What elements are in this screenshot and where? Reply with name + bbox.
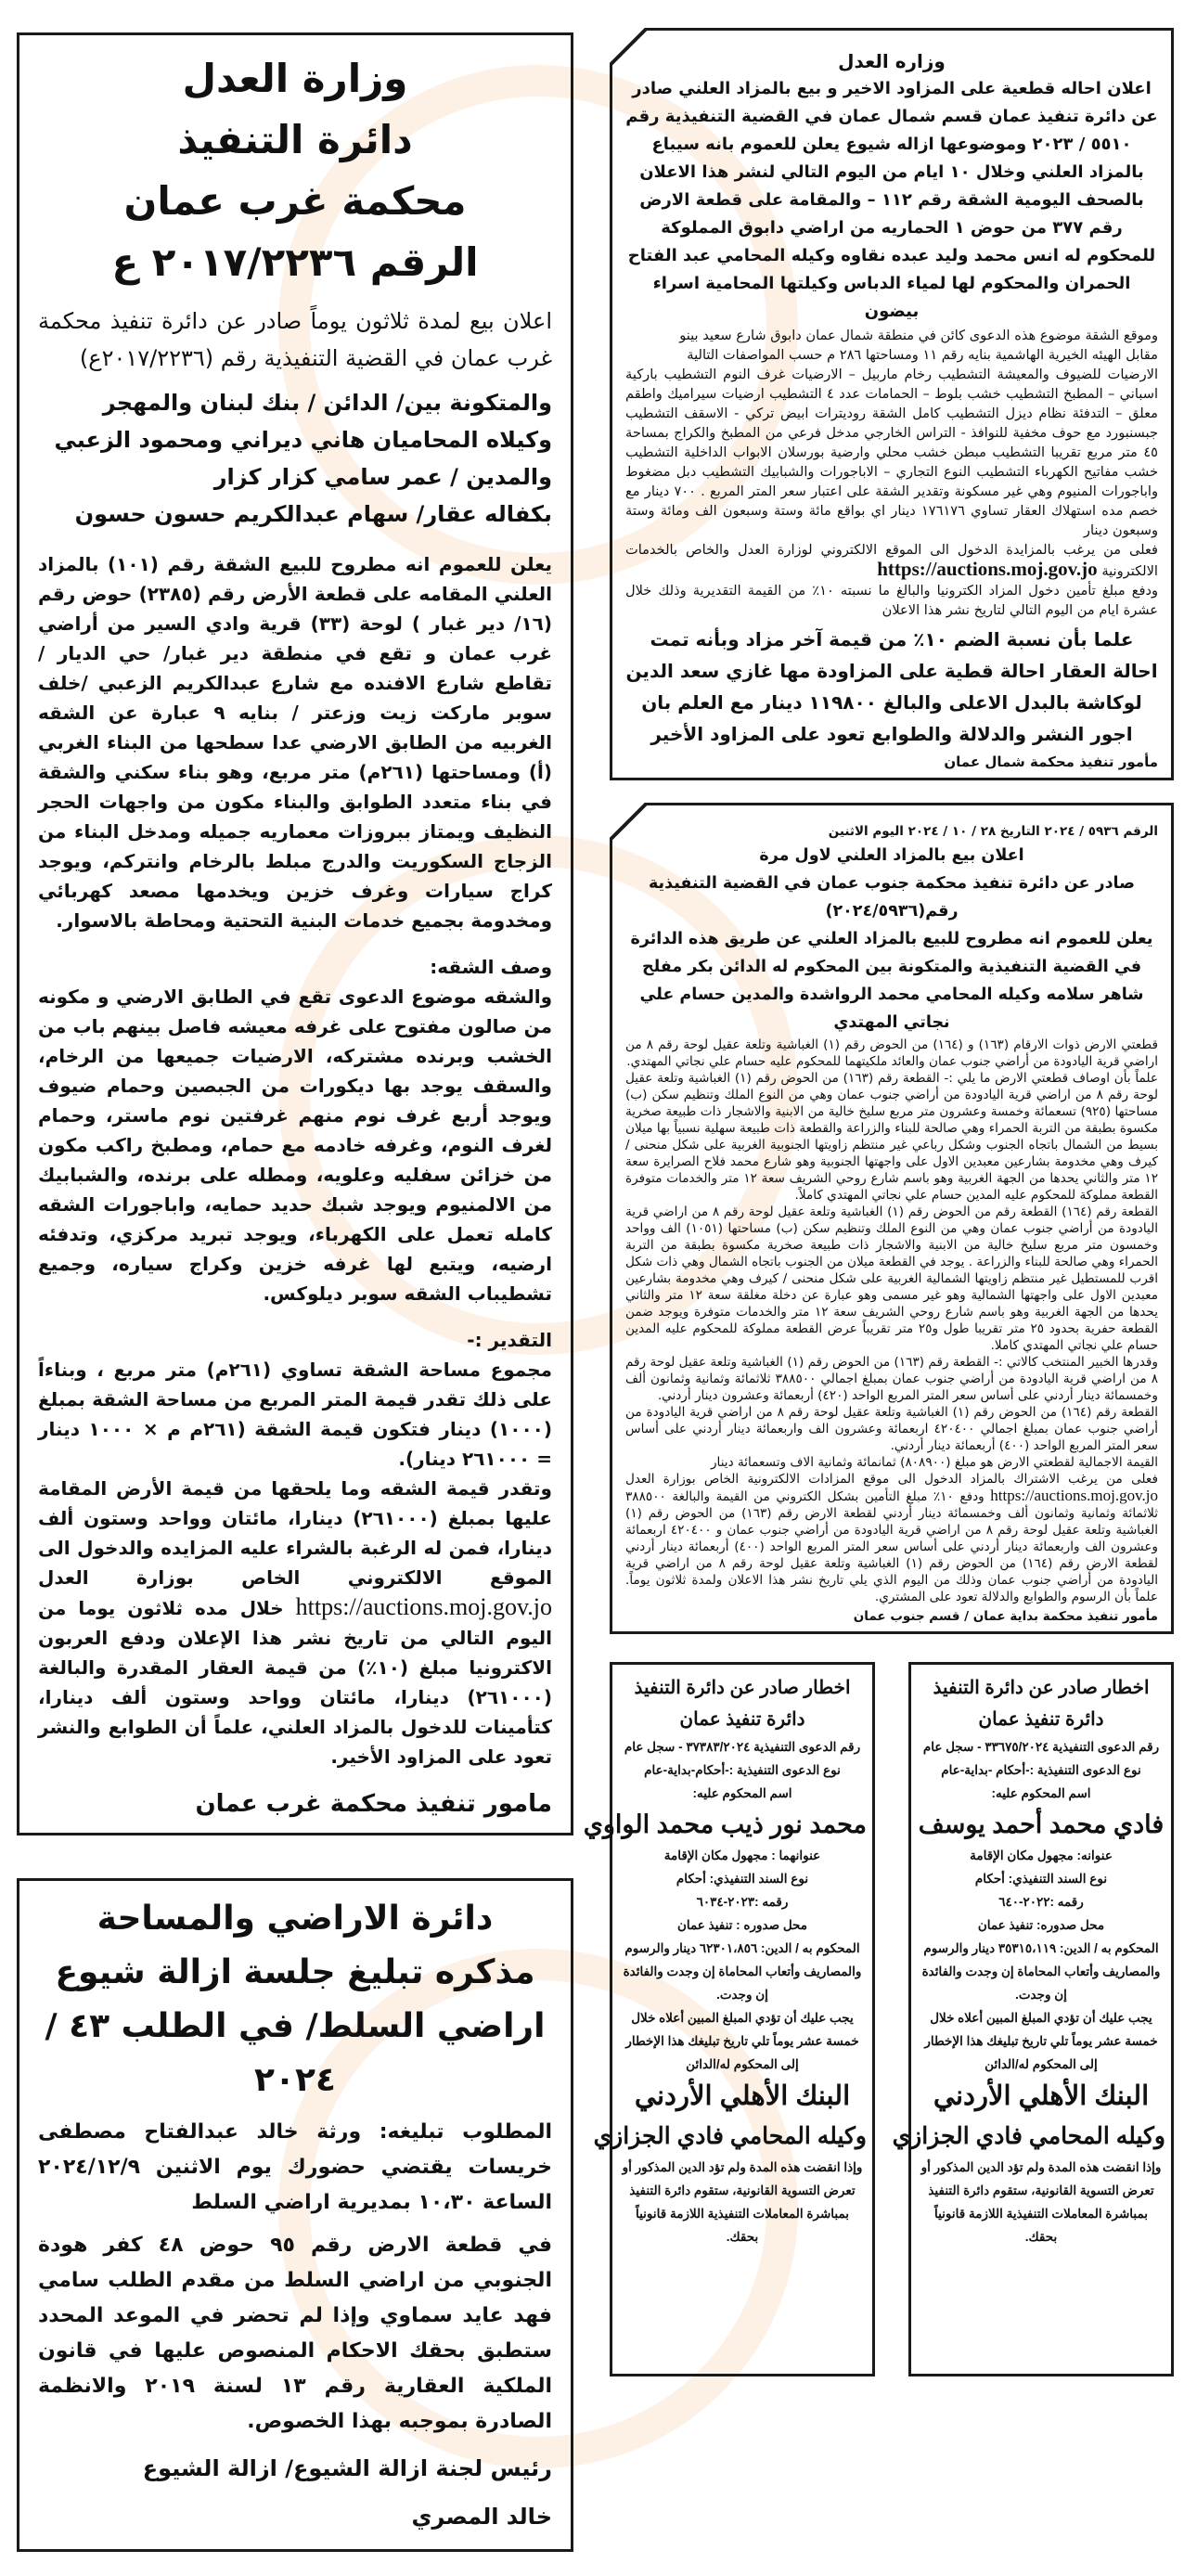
auction-url-link[interactable]: https://auctions.moj.gov.jo (877, 558, 1098, 580)
lawyer-name: وكيله المحامي فادي الجزازي (892, 2123, 1165, 2149)
body-paragraph: وقدرها الخبير المنتخب كالاتي :- القطعة رقم (١٦٣) من الحوض رقم (١) الغباشية وتلعة عقيل لوحة رقم ٨ من اراضي قرية اليادودة من أراضي جنوب عمان بمبلغ اجمالي ٣٨٨٥٠٠ ثلاثمائة وثمانية وثمانون ألف وخمسمائة دينار أردني على أساس سعر المتر المربع الواحد (٤٢٠) أربعمائة وعشرون دينار أردني. (625, 1355, 1158, 1403)
address: عنوانهما : مجهول مكان الإقامة (663, 1848, 821, 1862)
valuation-paragraph (38, 1474, 552, 1771)
valuation-paragraph: مجموع مساحة الشقة تساوي (٢٦١م) متر مربع ، وبناءاً على ذلك تقدر قيمة المتر المربع من مساحة الشقة بمبلغ (١٠٠٠) دينار فتكون قيمة الشقة (٢٦١م م × ١٠٠٠ دينار = ٢٦١٠٠٠ دينار). (38, 1359, 552, 1470)
notice-lead: اعلان احاله قطعية على المزاود الاخير و بيع بالمزاد العلني صادر عن دائرة تنفيذ عمان قسم شمال عمان في القضية التنفيذية رقم ٥٥١٠ / ٢٠٢٣ وموضوعها ازاله شيوع يعلن للعموم بانه سيباع بالمزاد العلني وخلال ١٠ ايام من اليوم التالي لنشر هذا الاعلان بالصحف اليومية الشقة رقم ١١٢ – والمقامة على قطعة الارض رقم ٣٧٧ من حوض ١ الحماريه من اراضي دابوق المملوكة للمحكوم له انس محمد وليد عبده نقاوه وكيله المحامي عبد الفتاح الحمران والمحكوم لها لمياء الدباس وكيلتها المحامية اسراء بيضون (625, 79, 1158, 321)
case-number-heading: الرقم ٢٠١٧/٢٢٣٦ ع (111, 239, 479, 285)
notice-heading: دائرة الاراضي والمساحة (97, 1900, 494, 1938)
notification-subtitle: دائرة تنفيذ عمان (679, 1709, 805, 1730)
notice-heading: اراضي السلط/ في الطلب ٤٣ / ٢٠٢٤ (45, 2007, 546, 2099)
valuation-text: خلال مده ثلاثون يوما من اليوم التالي من تاريخ نشر هذا الإعلان ودفع العربون الاكترونيا مبلغ (١٠٪) من قيمة العقار المقدرة والبالغة (٢٦١٠٠٠) دينارا، مائتان وواحد وستون ألف دينارا، كتأمينات للدخول بالمزاد العلني، علماً أن الطوابع والنشر تعود على المزاود الأخير. (38, 1597, 552, 1768)
award-text: علما بأن نسبة الضم ١٠٪ من قيمة آخر مزاد وبأنه تمت احالة العقار احالة قطية على المزاودة مها غازي سعد الدين لوكاشة بالبدل الاعلى والبالغ ١١٩٨٠٠ دينار مع العلم بان اجور النشر والدلالة والطوابع تعود على المزاود الأخير (625, 628, 1158, 745)
deed-type: نوع السند التنفيذي: أحكام (676, 1872, 809, 1886)
defendant-name: محمد نور ذيب محمد الواوي (583, 1810, 867, 1838)
west-amman-sale-notice (17, 32, 573, 1835)
lawyer-name: وكيله المحامي فادي الجزازي (593, 2123, 867, 2149)
case-type: نوع الدعوى التنفيذية :-أحكام-بداية-عام (644, 1763, 841, 1777)
signature-title: رئيس لجنة ازالة الشيوع/ ازالة الشيوع (142, 2455, 552, 2481)
north-amman-auction-notice (610, 28, 1174, 780)
debt-amount: المحكوم به / الدين: ٣٥٣١٥،١١٩ دينار والرسوم والمصاريف وأتعاب المحاماة إن وجدت والفائدة إن وجدت. (921, 1941, 1161, 2002)
notice-intro: اعلان بيع لمدة ثلاثون يوماً صادر عن دائرة تنفيذ محكمة غرب عمان في القضية التنفيذية رقم (٢٠١٧/٢٢٣٦ع) (38, 308, 552, 371)
warning-text: وإذا انقضت هذه المدة ولم تؤد الدين المذكور أو تعرض التسوية القانونية، ستقوم دائرة التنفيذ بمباشرة المعاملات التنفيذية اللازمة قانونياً بحقك. (920, 2160, 1162, 2244)
notifications-row (583, 1662, 1174, 2376)
payment-instruction: يجب عليك أن تؤدي المبلغ المبين أعلاه خلال خمسة عشر يوماً تلي تاريخ تبليغك هذا الإخطار إلى المحكوم له/الدائن (924, 2011, 1158, 2071)
bid-text: فعلى من يرغب الاشتراك بالمزاد الدخول الى موقع المزادات الالكترونية الخاص بوزارة العدل (625, 1472, 1158, 1487)
case-type: نوع الدعوى التنفيذية :-أحكام -بداية-عام (941, 1763, 1141, 1777)
auction-url-link[interactable]: https://auctions.moj.gov.jo (990, 1487, 1158, 1504)
notification-title: اخطار صادر عن دائرة التنفيذ (933, 1678, 1150, 1698)
notification-subtitle: دائرة تنفيذ عمان (978, 1709, 1104, 1730)
notice-heading: مذكره تبليغ جلسة ازالة شيوع (55, 1953, 535, 1991)
valuation-text: وتقدر قيمة الشقه وما يلحقها من قيمة الأرض المقامة عليها بمبلغ (٢٦١٠٠٠) دينارا، مائتان وواحد وستون ألف دينارا، فمن له الرغبة بالشراء عليه المزايده والدخول الى الموقع الالكتروني الخاص بوزارة العدل (38, 1477, 552, 1589)
reference-header: الرقم ٥٩٣٦ / ٢٠٢٤ التاريخ ٢٨ / ١٠ / ٢٠٢٤ اليوم الاثنين (828, 824, 1158, 839)
party-line: والمتكونة بين/ الدائن / بنك لبنان والمهجر (102, 390, 552, 416)
deed-number: رقمه :٢٠٢٢-٦٤٠ (998, 1895, 1084, 1909)
case-number: رقم الدعوى التنفيذية ٣٧٣٨٣/٢٠٢٤ - سجل عام (624, 1740, 861, 1754)
party-line: والمدين / عمر سامي كزار كزار (213, 464, 552, 490)
defendant-name: فادي محمد أحمد يوسف (918, 1810, 1165, 1838)
address: عنوانه: مجهول مكان الإقامة (970, 1848, 1113, 1862)
description-label: وصف الشقه: (430, 956, 552, 978)
notice-title: وزاره العدل (838, 50, 946, 72)
auction-url-link[interactable]: https://auctions.moj.gov.jo (295, 1593, 553, 1620)
signature: مأمور تنفيذ محكمة بداية عمان / قسم جنوب عمان (853, 1609, 1158, 1624)
signature-name: خالد المصري (411, 2504, 552, 2530)
deed-number: رقمه :٢٠٢٣-٦٠٣٤ (696, 1895, 789, 1909)
payment-instruction: يجب عليك أن تؤدي المبلغ المبين أعلاه خلال خمسة عشر يوماً تلي تاريخ تبليغك هذا الإخطار إلى المحكوم له/الدائن (625, 2011, 859, 2071)
issued-at: محل صدوره: تنفيذ عمان (977, 1918, 1105, 1932)
deposit-text: ودفع مبلغ تأمين دخول المزاد الكترونيا والبالغ ما نسبته ١٠٪ من القيمة التقديرية وذلك خلال عشرة ايام من اليوم التالي لتاريخ نشر هذا الاعلان (625, 583, 1158, 618)
building-text: مقابل الهيئه الخيرية الهاشمية بنايه رقم ١١ ومساحتها ٢٨٦ م حسب المواصفات التالية (687, 347, 1158, 363)
body-paragraph: القطعة رقم (١٦٤) من الحوض رقم (١) الغباشية وتلعة عقيل لوحة رقم ٨ من اراضي قرية اليادودة من أراضي جنوب عمان بمبلغ اجمالي ٤٢٠٤٠٠ اربعمائة وعشرون الف واربعمائة دينار أردني على أساس سعر المتر المربع الواحد (٤٠٠) أربعمائة دينار أردني. (625, 1405, 1158, 1453)
box-corner (610, 28, 647, 65)
defendant-label: اسم المحكوم عليه: (991, 1786, 1091, 1800)
land-survey-notice (17, 1878, 573, 2552)
summons-paragraph: المطلوب تبليغه: ورثة خالد عبدالفتاح مصطفى خريسات يقتضي حضورك يوم الاثنين ٢٠٢٤/١٢/٩ الساعة ١٠،٣٠ بمديرية اراضي السلط (38, 2120, 552, 2214)
right-column (583, 28, 1174, 2376)
notification-title: اخطار صادر عن دائرة التنفيذ (634, 1678, 851, 1698)
notice-heading: دائرة التنفيذ (177, 117, 413, 162)
bid-info (625, 540, 1158, 581)
specs-text: الارضيات للضيوف والمعيشة التشطيب رخام ماربيل – الارضيات غرف النوم التشطيب باركية اسباني – المطبخ التشطيب خشب بلوط – الحمامات عدد ٤ التشطيب ارضيات سيراميك واطقم معلق – التدفئة نظام ديزل التشطيب كامل الشقة روديترات ابيض تركي - الاسقف التشطيب جبسنبورد مع حوف مخفية للنوافذ - التراس الخارجي مدخل فرعي من المطبخ والكراج بمساحة ٤٥ متر مربع تقريبا التشطيب مبطن خشب محلي وارضية بورسلان الابواب الداخلية التشطيب خشب مفاتيح الكهرباء التشطيب النوع التجاري – الاباجورات والشبابيك التشطيب دبل مضغوط واباجورات المنيوم وهي غير مسكونة وتقدير الشقة على اعتبار سعر المتر المربع . ٧٠٠ دينار مع خصم مده استهلاك العقار تساوي ١٧٦١٧٦ دينار اي بواقع مائة وستة وسبعون الف ومائة وستة وسبعون دينار (625, 367, 1159, 538)
debt-amount: المحكوم به / الدين: ٦٢٣٠١،٨٥٦ دينار والرسوم والمصاريف وأتعاب المحاماة إن وجدت والفائدة إن وجدت. (623, 1941, 862, 2002)
valuation-label: التقدير :- (467, 1329, 552, 1351)
location-text: وموقع الشقة موضوع هذه الدعوى كائن في منطقة شمال عمان دابوق شارع سعيد بينو (679, 328, 1158, 343)
description-paragraph: والشقه موضوع الدعوى تقع في الطابق الارضي و مكونه من صالون مفتوح على غرفه معيشه فاصل بينهم باب من الخشب وبرنده مشتركه، الارضيات جميعها من الرخام، والسقف يوجد بها ديكورات من الجبصين وحمام ضيوف ويوجد أربع غرف نوم منهم غرفتين نوم ماستر، وحمام لغرف النوم، وغرفه خادمه مع حمام، ومطبخ راكب مكون من خزائن سفليه وعلويه، ومطله على برنده، والشبابيك من الالمنيوم ويوجد شبك حديد حمايه، واباجورات الشقه كامله تعمل على الكهرباء، ويوجد تبريد مركزي، وتدفئه ارضيه، ويتبع لها غرفه خزين وكراج سياره، وجميع تشطيباب الشقه سوبر ديلوكس. (38, 985, 552, 1305)
issued-at: محل صدوره : تنفيذ عمان (676, 1918, 808, 1932)
case-number: رقم الدعوى التنفيذية ٣٣٦٧٥/٢٠٢٤ - سجل عام (922, 1740, 1160, 1754)
warning-text: وإذا انقضت هذه المدة ولم تؤد الدين المذكور أو تعرض التسوية القانونية، ستقوم دائرة التنفيذ بمباشرة المعاملات التنفيذية اللازمة قانونياً بحقك. (622, 2160, 863, 2244)
bid-text: ودفع ١٠٪ مبلغ التأمين بشكل الكتروني من القيمة والبالغة ٣٨٨٥٠٠ ثلاثمائة وثمانية وثمانون ألف وخمسمائة دينار أردني لقطعة الارض رقم (١٦٣) من الحوض رقم (١) الغباشية وتلعة عقيل لوحة رقم ٨ من اراضي قرية اليادودة من أراضي جنوب عمان و ٤٢٠٤٠٠ اربعمائة وعشرون الف واربعمائة دينار أردني على أساس سعر المتر المربع الواحد (٤٠٠) أربعمائة دينار أردني لقطعة الارض رقم (١٦٤) من الحوض رقم (١) الغباشية وتلعة عقيل لوحة رقم ٨ من اراضي قرية اليادودة من أراضي جنوب عمان وذلك من اليوم الذي يلي تاريخ نشر هذا الاعلان ولمدة ثلاثون يوماً. علماً بأن الرسوم والطوابع والدلالة تعود على المشتري. (625, 1489, 1159, 1604)
body-paragraph: القيمة الاجمالية لقطعتي الارض هو مبلغ (٨٠٨٩٠٠) ثمانمائة وثمانية الاف وتسعمائة دينار (710, 1455, 1158, 1470)
body-paragraph: قطعتي الارض ذوات الارقام (١٦٣) و (١٦٤) من الحوض رقم (١) الغباشية وتلعة عقيل لوحة رقم ٨ من اراضي قرية اليادودة من أراضي جنوب عمان والعائد ملكيتهما للمحكوم عليه حسام علي نجاتي المهتدي. (625, 1037, 1158, 1069)
creditor-name: البنك الأهلي الأردني (933, 2081, 1150, 2111)
left-column (17, 32, 573, 2552)
bid-text: فعلى من يرغب بالمزايدة الدخول الى الموقع الالكتروني لوزارة العدل والخاص بالخدمات الالكترونية (625, 542, 1158, 579)
notice-heading: وزارة العدل (182, 56, 408, 101)
party-line: بكفاله عقار/ سهام عبدالكريم حسون حسون (74, 501, 552, 527)
execution-notification (892, 1662, 1174, 2376)
party-line: وكيلاه المحاميان هاني ديراني ومحمود الزعبي (54, 427, 552, 453)
parties-list (38, 384, 552, 533)
notice-subtitle: صادر عن دائرة تنفيذ محكمة جنوب عمان في القضية التنفيذية رقم(٢٠٢٤/٥٩٣٦) (648, 874, 1136, 921)
signature: مأمور تنفيذ محكمة شمال عمان (944, 753, 1158, 770)
signature: مامور تنفيذ محكمة غرب عمان (195, 1790, 552, 1818)
notice-heading: محكمة غرب عمان (123, 178, 467, 224)
south-amman-auction-notice (610, 803, 1174, 1634)
deed-type: نوع السند التنفيذي: أحكام (974, 1872, 1108, 1886)
box-corner (610, 803, 647, 840)
body-paragraph: علماً بأن اوصاف قطعتي الارض ما يلي :- القطعة رقم (١٦٣) من الحوض رقم (١) الغباشية وتلعة عقيل لوحة رقم ٨ من اراضي قرية اليادودة من أراضي جنوب عمان وهي من النوع الملك وتنظيم سكن (ب) مساحتها (٩٢٥) تسعمائة وخمسة وعشرون متر مربع سليخ خالية من الابنية والاشجار ذات طبيعة صخرية مكسوة بطبقة من التربة الحمراء وهي صالحة للبناء والزراعة والقطعة ذات طبيعة سهلية نسبياً بها ميلان بسيط من الشمال باتجاه الجنوب وشكل رباعي غير منتظم زاويتها الجنوبية الغربية على شكل منحنى / كيرف وهي مخدومة بشارعين معبدين الاول على واجهتها الجنوبية وهو شارع محمد فلاح الصرايرة سعة ١٢ متر والثاني يحدها من الجهة الغربية وهو باسم شارع روحي الشريف سعة ١٢ متر والخدمات متوفرة القطعة مملوكة للمحكوم عليه المدين حسام علي نجاتي المهتدي كاملاً. (625, 1071, 1159, 1203)
creditor-name: البنك الأهلي الأردني (634, 2081, 851, 2111)
summons-paragraph: في قطعة الارض رقم ٩٥ حوض ٤٨ كفر هودة الجنوبي من اراضي السلط من مقدم الطلب سامي فهد عايد سماوي وإذا لم تحضر في الموعد المحدد ستطبق بحقك الاحكام المنصوص عليها في قانون الملكية العقارية رقم ١٣ لسنة ٢٠١٩ والانظمة الصادرة بموجبه بهذا الخصوص. (38, 2234, 552, 2433)
property-paragraph: يعلن للعموم انه مطروح للبيع الشقة رقم (١٠١) بالمزاد العلني المقامه على قطعة الأرض رقم (٢٣٨٥) حوض رقم (١٦/ دير غبار ) لوحة (٣٣) قرية وادي السير من أراضي غرب عمان و تقع في منطقة دير غبار/ حي الديار / تقاطع شارع الافنده مع شارع عبدالكريم الزعبي /خلف سوبر ماركت زيت وزعتر / بنايه ٩ عبارة عن الشقه الغربيه من الطابق الارضي عدا سطحها من البناء الغربي (أ) ومساحتها (٢٦١م) متر مربع، وهو بناء سكني والشقة في بناء متعدد الطوابق والبناء مكون من واجهات الحجر النظيف ويمتاز ببروزات معماريه جميله ومدخل البناء من الزجاج السكوريت والدرج مبلط بالرخام وانتركم، ويوجد كراج سيارات وغرف خزين ويخدمها مصعد كهربائي ومخدومة بجميع خدمات البنية التحتية ومحاطة بالاسوار. (38, 553, 553, 932)
bid-info (625, 1471, 1158, 1605)
defendant-label: اسم المحكوم عليه: (692, 1786, 792, 1800)
notice-title: اعلان بيع بالمزاد العلني لاول مرة (759, 846, 1024, 865)
execution-notification (583, 1662, 875, 2376)
notice-lead: يعلن للعموم انه مطروح للبيع بالمزاد العلني عن طريق هذه الدائرة في القضية التنفيذية والمتكونة بين المحكوم له الدائن بكر مفلح شاهر سلامه وكيله المحامي محمد الرواشدة والمدين حسام علي نجاتي المهتدي (630, 930, 1153, 1032)
body-paragraph: القطعة رقم (١٦٤) القطعة رقم من الحوض رقم (١) الغباشية وتلعة عقيل لوحة رقم ٨ من اراضي قرية اليادودة من أراضي جنوب عمان وهي من النوع الملك وتنظيم سكن (ب) مساحتها (١٠٥١) الف وواحد وخمسون متر مربع سليخ خالية من الابنية والاشجار ذات طبيعة صخرية مكسوة بطبقة من التربة الحمراء وهي صالحة للبناء والزراعة . يوجد في القطعة ميلان من الجنوب باتجاه الشمال وهي ذات شكل اقرب للمستطيل غير منتظم زاويتها الشمالية الغربية على شكل منحنى / كيرف وهي مخدومة بشارعين معبدين الاول على واجهتها الشمالية وهو غير مسمى وهو عبارة عن دخلة مغلقة سعة ١٢ متر والثاني يحدها من الجهة الغربية وهو باسم شارع روحي الشريف سعة ١٢ متر والخدمات متوفرة ويوجد ضمن القطعة حفرية بحدود ٢٥ متر تقريبا طول و٢٥ متر تقريباً عرض القطعة مملوكة للمحكوم عليه المدين حسام علي نجاتي المهتدي كاملا. (625, 1204, 1159, 1353)
